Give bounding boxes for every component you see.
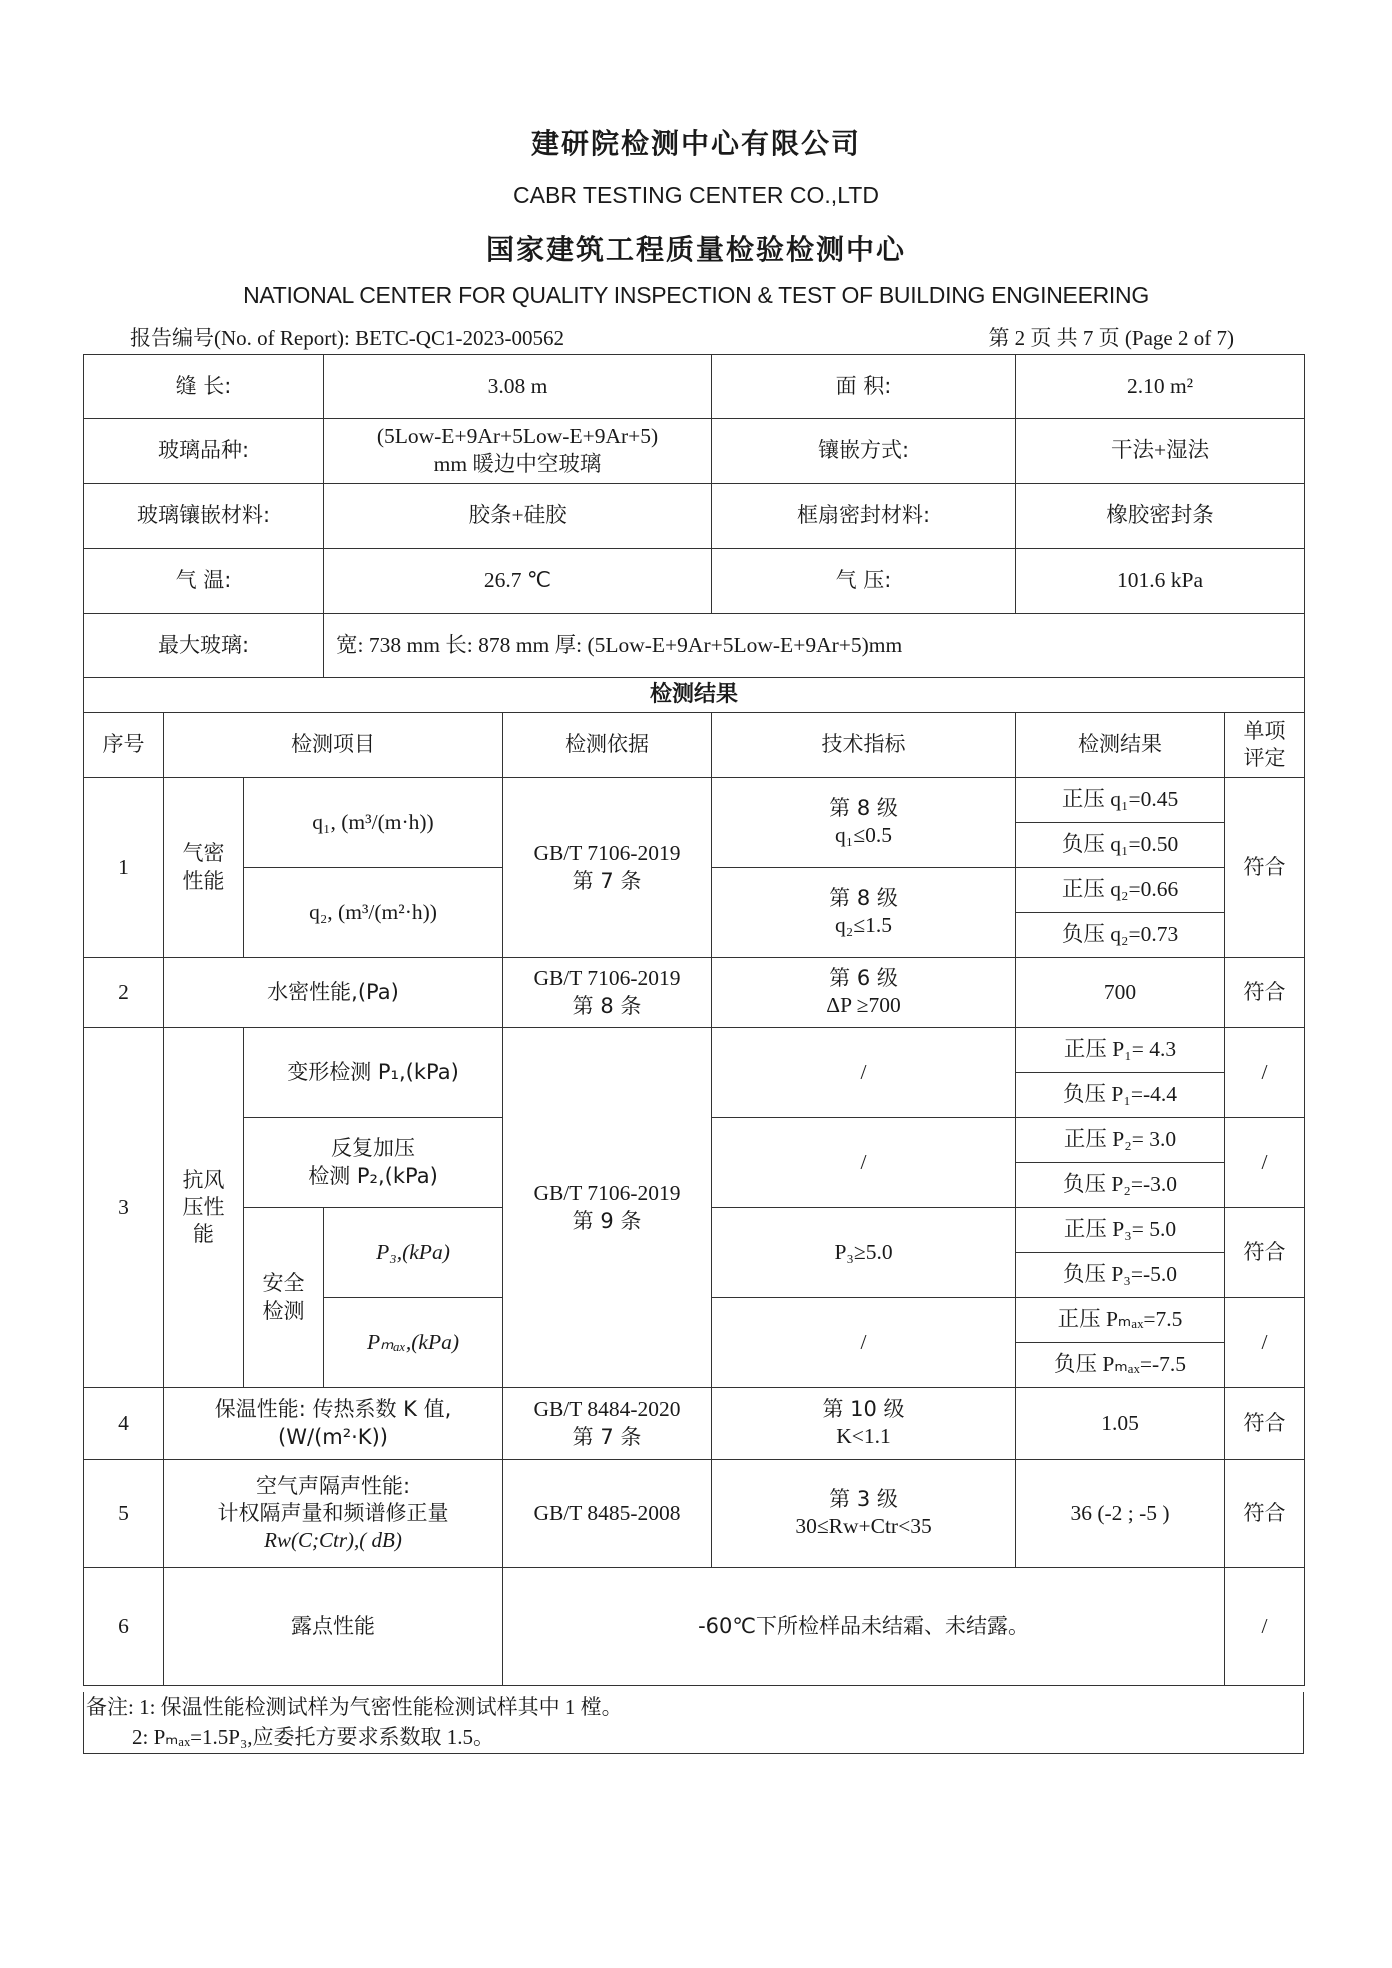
glazing-material-label: 玻璃镶嵌材料: bbox=[84, 484, 324, 549]
center-name-cn: 国家建筑工程质量检验检测中心 bbox=[485, 233, 906, 266]
r4-item-line2: (W/(m²·K)) bbox=[278, 1424, 388, 1449]
r1-group bbox=[164, 778, 244, 958]
r3-p3-neg: 负压 P₃=-5.0 bbox=[1016, 1253, 1225, 1298]
r1-seq: 1 bbox=[84, 778, 164, 958]
r5-item bbox=[164, 1460, 503, 1568]
r1-q2-label: q₂, (m³/(m²·h)) bbox=[244, 868, 503, 958]
r6-eval: / bbox=[1225, 1568, 1305, 1686]
glazing-method-label: 镶嵌方式: bbox=[712, 419, 1016, 484]
r1-q1-label: q₁, (m³/(m·h)) bbox=[244, 778, 503, 868]
notes bbox=[83, 1692, 1304, 1754]
r1-q1-pos: 正压 q₁=0.45 bbox=[1016, 778, 1225, 823]
r3-group bbox=[164, 1028, 244, 1388]
r1-basis-line2: 第 7 条 bbox=[572, 868, 642, 893]
r1-group-line1: 气密 bbox=[182, 841, 225, 866]
col-eval bbox=[1225, 713, 1305, 778]
note-line2: 2: Pₘₐₓ=1.5P₃,应委托方要求系数取 1.5。 bbox=[132, 1725, 495, 1749]
glazing-material-value: 胶条+硅胶 bbox=[324, 484, 712, 549]
r2-eval: 符合 bbox=[1225, 958, 1305, 1028]
r4-seq: 4 bbox=[84, 1388, 164, 1460]
r1-q1-spec-line2: q₁≤0.5 bbox=[835, 823, 892, 848]
glass-type-line2: mm 暖边中空玻璃 bbox=[433, 452, 602, 476]
r3-p1-neg: 负压 P₁=-4.4 bbox=[1016, 1073, 1225, 1118]
company-name-en: CABR TESTING CENTER CO.,LTD bbox=[513, 182, 879, 208]
glass-type-label: 玻璃品种: bbox=[84, 419, 324, 484]
pressure-label: 气 压: bbox=[712, 549, 1016, 614]
r4-item bbox=[164, 1388, 503, 1460]
r2-spec-line1: 第 6 级 bbox=[829, 965, 898, 990]
r3-p2-label bbox=[244, 1118, 503, 1208]
col-spec: 技术指标 bbox=[712, 713, 1016, 778]
r1-q2-neg: 负压 q₂=0.73 bbox=[1016, 913, 1225, 958]
r3-pmax-label: Pₘₐₓ,(kPa) bbox=[324, 1298, 503, 1388]
seam-length-label: 缝 长: bbox=[84, 355, 324, 419]
r2-basis bbox=[503, 958, 712, 1028]
max-glass-label: 最大玻璃: bbox=[84, 614, 324, 678]
r3-p1-label: 变形检测 P₁,(kPa) bbox=[244, 1028, 503, 1118]
r5-item-line2: 计权隔声量和频谱修正量 bbox=[217, 1500, 449, 1525]
r6-seq: 6 bbox=[84, 1568, 164, 1686]
r2-item: 水密性能,(Pa) bbox=[164, 958, 503, 1028]
r3-group-line1: 抗风 bbox=[182, 1167, 225, 1192]
r3-p3-label: P₃,(kPa) bbox=[324, 1208, 503, 1298]
r3-p2-neg: 负压 P₂=-3.0 bbox=[1016, 1163, 1225, 1208]
r3-safety-line2: 检测 bbox=[262, 1298, 305, 1323]
company-name-cn: 建研院检测中心有限公司 bbox=[530, 127, 861, 160]
r4-result: 1.05 bbox=[1016, 1388, 1225, 1460]
r4-spec-line2: K<1.1 bbox=[836, 1424, 891, 1449]
r3-pmax-eval: / bbox=[1225, 1298, 1305, 1388]
r1-basis-line1: GB/T 7106-2019 bbox=[533, 840, 681, 865]
r1-q1-spec bbox=[712, 778, 1016, 868]
r3-p2-pos: 正压 P₂= 3.0 bbox=[1016, 1118, 1225, 1163]
r3-pmax-spec: / bbox=[712, 1298, 1016, 1388]
temperature-value: 26.7 ℃ bbox=[324, 549, 712, 614]
report-table bbox=[83, 354, 1305, 1686]
r1-eval: 符合 bbox=[1225, 778, 1305, 958]
r5-result: 36 (-2 ; -5 ) bbox=[1016, 1460, 1225, 1568]
r1-q1-spec-line1: 第 8 级 bbox=[829, 795, 898, 820]
page-info: 第 2 页 共 7 页 (Page 2 of 7) bbox=[988, 326, 1234, 350]
r4-eval: 符合 bbox=[1225, 1388, 1305, 1460]
report-number: 报告编号(No. of Report): BETC-QC1-2023-00562 bbox=[130, 326, 564, 350]
col-eval-line2: 评定 bbox=[1243, 746, 1286, 770]
r1-q2-spec-line2: q₂≤1.5 bbox=[835, 913, 892, 938]
r1-basis bbox=[503, 778, 712, 958]
r3-safety-line1: 安全 bbox=[262, 1271, 305, 1296]
r3-p2-label-line1: 反复加压 bbox=[331, 1136, 415, 1161]
note-line1: 备注: 1: 保温性能检测试样为气密性能检测试样其中 1 樘。 bbox=[86, 1695, 623, 1719]
r5-seq: 5 bbox=[84, 1460, 164, 1568]
r5-item-line1: 空气声隔声性能: bbox=[255, 1473, 411, 1498]
r5-spec-line2: 30≤Rw+Ctr<35 bbox=[795, 1514, 932, 1539]
r3-p3-pos: 正压 P₃= 5.0 bbox=[1016, 1208, 1225, 1253]
r3-p1-eval: / bbox=[1225, 1028, 1305, 1118]
max-glass-value: 宽: 738 mm 长: 878 mm 厚: (5Low-E+9Ar+5Low-E+9Ar+5)mm bbox=[324, 614, 1305, 678]
r3-group-line2: 压性 bbox=[182, 1194, 225, 1219]
r5-spec-line1: 第 3 级 bbox=[829, 1486, 898, 1511]
sash-seal-value: 橡胶密封条 bbox=[1016, 484, 1305, 549]
seam-length-value: 3.08 m bbox=[324, 355, 712, 419]
r1-q2-pos: 正压 q₂=0.66 bbox=[1016, 868, 1225, 913]
r4-spec-line1: 第 10 级 bbox=[822, 1396, 905, 1421]
sash-seal-label: 框扇密封材料: bbox=[712, 484, 1016, 549]
r3-p1-spec: / bbox=[712, 1028, 1016, 1118]
r5-item-line3: Rw(C;Ctr),( dB) bbox=[264, 1528, 402, 1553]
r6-item: 露点性能 bbox=[164, 1568, 503, 1686]
col-eval-line1: 单项 bbox=[1243, 718, 1286, 743]
r2-result: 700 bbox=[1016, 958, 1225, 1028]
col-result: 检测结果 bbox=[1016, 713, 1225, 778]
r5-spec bbox=[712, 1460, 1016, 1568]
r6-result: -60℃下所检样品未结霜、未结露。 bbox=[503, 1568, 1225, 1686]
r3-p3-eval: 符合 bbox=[1225, 1208, 1305, 1298]
r5-eval: 符合 bbox=[1225, 1460, 1305, 1568]
glass-type-value bbox=[324, 419, 712, 484]
r5-basis: GB/T 8485-2008 bbox=[503, 1460, 712, 1568]
col-item: 检测项目 bbox=[164, 713, 503, 778]
r3-basis bbox=[503, 1028, 712, 1388]
r1-q1-neg: 负压 q₁=0.50 bbox=[1016, 823, 1225, 868]
r2-seq: 2 bbox=[84, 958, 164, 1028]
r2-spec-line2: ΔP ≥700 bbox=[826, 993, 901, 1018]
r3-group-line3: 能 bbox=[193, 1222, 214, 1247]
r3-p2-eval: / bbox=[1225, 1118, 1305, 1208]
area-value: 2.10 m² bbox=[1016, 355, 1305, 419]
r3-p2-spec: / bbox=[712, 1118, 1016, 1208]
glazing-method-value: 干法+湿法 bbox=[1016, 419, 1305, 484]
r4-basis-line1: GB/T 8484-2020 bbox=[533, 1396, 681, 1421]
temperature-label: 气 温: bbox=[84, 549, 324, 614]
r2-spec bbox=[712, 958, 1016, 1028]
r3-p3-spec: P₃≥5.0 bbox=[712, 1208, 1016, 1298]
r3-seq: 3 bbox=[84, 1028, 164, 1388]
col-basis: 检测依据 bbox=[503, 713, 712, 778]
col-seq: 序号 bbox=[84, 713, 164, 778]
r3-p1-pos: 正压 P₁= 4.3 bbox=[1016, 1028, 1225, 1073]
r1-q2-spec bbox=[712, 868, 1016, 958]
r2-basis-line2: 第 8 条 bbox=[572, 993, 642, 1018]
r1-group-line2: 性能 bbox=[182, 868, 225, 893]
r4-basis-line2: 第 7 条 bbox=[572, 1424, 642, 1449]
center-name-en: NATIONAL CENTER FOR QUALITY INSPECTION & TEST OF BUILDING ENGINEERING bbox=[243, 282, 1149, 308]
r3-pmax-pos: 正压 Pₘₐₓ=7.5 bbox=[1016, 1298, 1225, 1343]
r4-basis bbox=[503, 1388, 712, 1460]
area-label: 面 积: bbox=[712, 355, 1016, 419]
r3-basis-line2: 第 9 条 bbox=[572, 1208, 642, 1233]
r4-spec bbox=[712, 1388, 1016, 1460]
r2-basis-line1: GB/T 7106-2019 bbox=[533, 965, 681, 990]
r1-q2-spec-line1: 第 8 级 bbox=[829, 885, 898, 910]
pressure-value: 101.6 kPa bbox=[1016, 549, 1305, 614]
r3-safety-label bbox=[244, 1208, 324, 1388]
glass-type-line1: (5Low-E+9Ar+5Low-E+9Ar+5) bbox=[376, 424, 659, 449]
r3-pmax-neg: 负压 Pₘₐₓ=-7.5 bbox=[1016, 1343, 1225, 1388]
r3-p2-label-line2: 检测 P₂,(kPa) bbox=[308, 1163, 438, 1188]
r4-item-line1: 保温性能: 传热系数 K 值, bbox=[214, 1397, 452, 1422]
r3-basis-line1: GB/T 7106-2019 bbox=[533, 1180, 681, 1205]
results-title: 检测结果 bbox=[84, 678, 1305, 713]
